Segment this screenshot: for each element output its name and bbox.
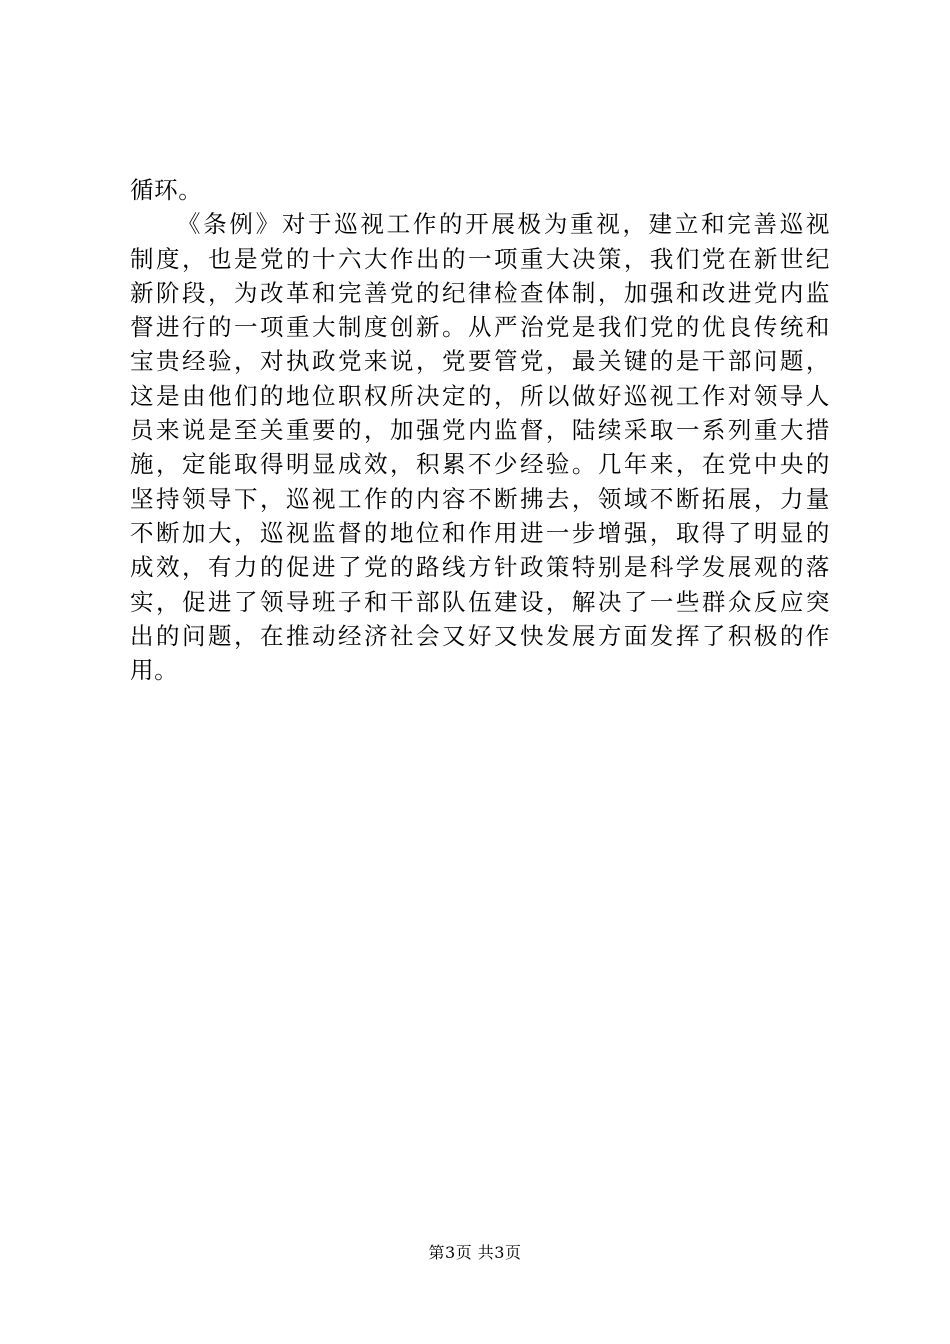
text-line: 员来说是至关重要的，加强党内监督，陆续采取一系列重大措 xyxy=(130,416,830,445)
text-line: 坚持领导下，巡视工作的内容不断拂去，领域不断拓展，力量 xyxy=(130,484,830,513)
text-line: 施，定能取得明显成效，积累不少经验。几年来，在党中央的 xyxy=(130,450,830,479)
text-line: 新阶段，为改革和完善党的纪律检查体制，加强和改进党内监 xyxy=(130,278,830,307)
text-line: 不断加大，巡视监督的地位和作用进一步增强，取得了明显的 xyxy=(130,518,830,547)
text-line: 督进行的一项重大制度创新。从严治党是我们党的优良传统和 xyxy=(130,313,830,342)
text-line: 用。 xyxy=(130,656,179,685)
page-number-footer: 第3页 共3页 xyxy=(428,1243,522,1262)
text-line: 制度，也是党的十六大作出的一项重大决策，我们党在新世纪 xyxy=(130,244,830,273)
text-line: 循环。 xyxy=(130,176,203,204)
text-line: 出的问题，在推动经济社会又好又快发展方面发挥了积极的作 xyxy=(130,621,830,650)
text-line: 实，促进了领导班子和干部队伍建设，解决了一些群众反应突 xyxy=(130,587,830,616)
text-line: 《条例》对于巡视工作的开展极为重视，建立和完善巡视 xyxy=(177,210,830,239)
text-line: 成效，有力的促进了党的路线方针政策特别是科学发展观的落 xyxy=(130,553,830,582)
text-line: 这是由他们的地位职权所决定的，所以做好巡视工作对领导人 xyxy=(130,381,830,410)
text-line: 宝贵经验，对执政党来说，党要管党，最关键的是干部问题， xyxy=(130,347,830,376)
body-text xyxy=(130,173,830,687)
